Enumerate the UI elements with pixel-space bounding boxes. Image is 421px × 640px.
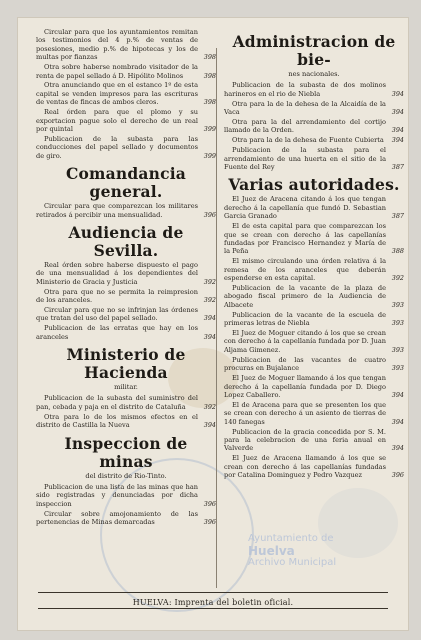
entry-text: Publicacion de la subasta del suministro del pan, cebada y paja en el distrito de Cataluña bbox=[36, 394, 198, 411]
section-heading: Administracion de bie- bbox=[232, 32, 396, 69]
entry-text: El mismo circulando una órden relativa á la remesa de los aranceles que deberán espenderse en esta capital. bbox=[224, 257, 386, 283]
index-entry bbox=[36, 288, 216, 305]
entry-page-number: 394 bbox=[391, 108, 404, 117]
entry-text: El Juez de Aracena citando á los que tengan derecho á la capellanía que fundó D. Sebastian Garcia Granado bbox=[224, 195, 386, 221]
entry-text: Publicacion de la gracia concedida por S. M. para la celebracion de una feria anual en Valverde bbox=[224, 427, 386, 453]
index-entry bbox=[36, 108, 216, 133]
index-entry bbox=[224, 81, 404, 98]
index-entry bbox=[224, 136, 404, 144]
entry-page-number: 394 bbox=[391, 390, 404, 399]
footer-rule-top bbox=[38, 592, 388, 593]
entry-page-number: 392 bbox=[203, 277, 216, 286]
index-entry bbox=[36, 63, 216, 80]
entry-text: Otra para la del arrendamiento del cortijo llamado de la Orden. bbox=[224, 118, 386, 135]
entry-page-number: 394 bbox=[203, 421, 216, 430]
entry-text: Otra para que no se permita la reimpresion de los aranceles. bbox=[36, 287, 198, 305]
index-entry bbox=[36, 510, 216, 527]
index-entry bbox=[224, 146, 404, 171]
entry-page-number: 394 bbox=[391, 444, 404, 453]
entry-text: Real órden sobre haberse dispuesto el pago de una mensualidad á los dependientes del Ministerio de Gracia y Justicia bbox=[36, 260, 198, 286]
column-divider bbox=[216, 48, 217, 588]
section-heading: Audiencia de Sevilla. bbox=[68, 222, 184, 260]
entry-page-number: 396 bbox=[203, 499, 216, 508]
entry-text: El Juez de Aracena llamando á los que se crean con derecho á las capellanías fundadas por Catalina Dominguez y Pedro Vazquez bbox=[224, 454, 386, 480]
entry-text: Publicacion de la subasta para el arrendamiento de una huerta en el sitio de la Fuente del Rey bbox=[224, 146, 386, 172]
entry-text: Otra para la de la dehesa de la Alcaidía de la Vaca bbox=[224, 99, 386, 117]
entry-text: El de Aracena para que se presenten los que se crean con derecho á un asiento de tierras de 140 fanegas bbox=[224, 400, 386, 426]
entry-page-number: 387 bbox=[391, 212, 404, 221]
entry-text: El de esta capital para que comparezcan los que se crean con derecho á las capellanías fundadas por Francisco Hernandez y María de la Peña bbox=[224, 222, 386, 256]
index-entry bbox=[224, 284, 404, 309]
entry-page-number: 392 bbox=[391, 274, 404, 283]
entry-text: El Juez de Moguer llamando á los que tengan derecho á la capellanía fundada por D. Diego Lopez Caballero. bbox=[224, 374, 386, 399]
entry-page-number: 394 bbox=[391, 136, 404, 145]
watermark-line: Huelva bbox=[248, 544, 295, 558]
index-entry bbox=[224, 428, 404, 453]
entry-page-number: 393 bbox=[391, 364, 404, 373]
section-heading: Inspeccion de minas bbox=[64, 433, 188, 471]
entry-page-number: 399 bbox=[203, 151, 216, 160]
entry-page-number: 392 bbox=[203, 402, 216, 411]
entry-text: Otra sobre haberse nombrado visitador de la renta de papel sellado á D. Hipólito Molinos bbox=[36, 63, 198, 80]
entry-text: Publicacion de la vacante de la escuela de primeras letras de Niebla bbox=[224, 310, 386, 328]
entry-text: Publicacion de la subasta para las conducciones del papel sellado y documentos de giro. bbox=[36, 134, 198, 160]
watermark-line: Ayuntamiento de bbox=[248, 533, 334, 544]
entry-page-number: 394 bbox=[391, 126, 404, 135]
index-entry bbox=[224, 401, 404, 426]
entry-page-number: 393 bbox=[391, 319, 404, 328]
entry-text: Otra anunciando que en el estanco 1º de esta capital se venden impresos para las escrituras de ventas de fincas de ambos cleros. bbox=[36, 81, 198, 107]
entry-text: Otra para lo de los mismos efectos en el distrito de Castilla la Nueva bbox=[36, 412, 198, 430]
index-entry bbox=[224, 356, 404, 373]
entry-text: Circular para que los ayuntamientos remitan los testimonios del 4 p.% de ventas de posesiones, medio p.% de hipotecas y los de multas por fianzas bbox=[36, 28, 198, 62]
entry-page-number: 393 bbox=[391, 300, 404, 309]
section-subtitle: nes nacionales. bbox=[288, 70, 340, 78]
left-column bbox=[36, 28, 216, 528]
section-heading: Ministerio de Hacienda bbox=[66, 345, 186, 383]
entry-page-number: 398 bbox=[203, 71, 216, 80]
footer-rule-bottom bbox=[38, 608, 388, 609]
document-page bbox=[18, 18, 408, 630]
entry-text: Publicacion de las erratas que hay en los aranceles bbox=[36, 324, 198, 341]
entry-page-number: 396 bbox=[203, 518, 216, 527]
section-subtitle: militar. bbox=[114, 383, 138, 392]
section-subtitle: del distrito de Rio-Tinto. bbox=[85, 471, 167, 480]
entry-page-number: 398 bbox=[203, 53, 216, 62]
right-column bbox=[224, 28, 404, 481]
entry-page-number: 393 bbox=[391, 345, 404, 354]
entry-text: El Juez de Moguer citando á los que se crean con derecho á la capellanía fundada por D. Juan Aljama Gimenez. bbox=[224, 329, 386, 354]
entry-page-number: 388 bbox=[391, 247, 404, 256]
index-entry bbox=[36, 202, 216, 219]
index-entry bbox=[36, 81, 216, 106]
watermark-line: Archivo Municipal bbox=[248, 557, 337, 568]
index-entry bbox=[36, 135, 216, 160]
entry-text: Circular para que no se infrinjan las órdenes que tratan del uso del papel sellado. bbox=[36, 305, 198, 323]
entry-page-number: 399 bbox=[203, 124, 216, 133]
index-entry bbox=[36, 324, 216, 341]
index-entry bbox=[36, 413, 216, 430]
entry-page-number: 396 bbox=[203, 210, 216, 219]
entry-page-number: 394 bbox=[203, 314, 216, 323]
entry-page-number: 394 bbox=[203, 332, 216, 341]
index-entry bbox=[224, 118, 404, 135]
entry-page-number: 394 bbox=[391, 89, 404, 98]
index-entry bbox=[224, 454, 404, 479]
entry-page-number: 398 bbox=[203, 98, 216, 107]
index-entry bbox=[224, 100, 404, 117]
entry-text: Publicacion de la vacante de la plaza de abogado fiscal primero de la Audiencia de Albacete bbox=[224, 284, 386, 309]
entry-page-number: 396 bbox=[391, 471, 404, 480]
entry-text: Circular para que comparezcan los militares retirados á percibir una mensualidad. bbox=[36, 202, 198, 219]
entry-text: Publicacion de una lista de las minas que han sido registradas y denunciadas por dicha inspeccion bbox=[36, 483, 198, 508]
index-entry bbox=[36, 483, 216, 508]
entry-text: Real órden para que el plomo y su exportacion pague solo el derecho de un real por quintal bbox=[36, 108, 198, 133]
index-entry bbox=[224, 329, 404, 354]
index-entry bbox=[224, 222, 404, 256]
index-entry bbox=[224, 374, 404, 399]
archive-watermark bbox=[248, 533, 398, 569]
entry-text: Circular sobre amojonamiento de las pertenencias de Minas demarcadas bbox=[36, 509, 198, 527]
index-entry bbox=[36, 394, 216, 411]
entry-page-number: 394 bbox=[391, 417, 404, 426]
section-heading: Varias autoridades. bbox=[228, 175, 400, 195]
entry-text: Otra para la de la dehesa de Fuente Cubierta bbox=[232, 136, 384, 145]
index-entry bbox=[36, 306, 216, 323]
index-entry bbox=[224, 257, 404, 282]
section-heading: Comandancia general. bbox=[65, 164, 187, 202]
index-entry bbox=[36, 28, 216, 62]
entry-text: Publicacion de las vacantes de cuatro procuras en Bujalance bbox=[224, 355, 386, 373]
entry-text: Publicacion de la subasta de dos molinos harineros en el rio de Niebla bbox=[224, 81, 386, 98]
index-entry bbox=[224, 311, 404, 328]
index-entry bbox=[36, 261, 216, 286]
footer-imprint: HUELVA: Imprenta del boletin oficial. bbox=[132, 598, 294, 607]
entry-page-number: 387 bbox=[391, 163, 404, 172]
index-entry bbox=[224, 195, 404, 220]
entry-page-number: 392 bbox=[203, 296, 216, 305]
